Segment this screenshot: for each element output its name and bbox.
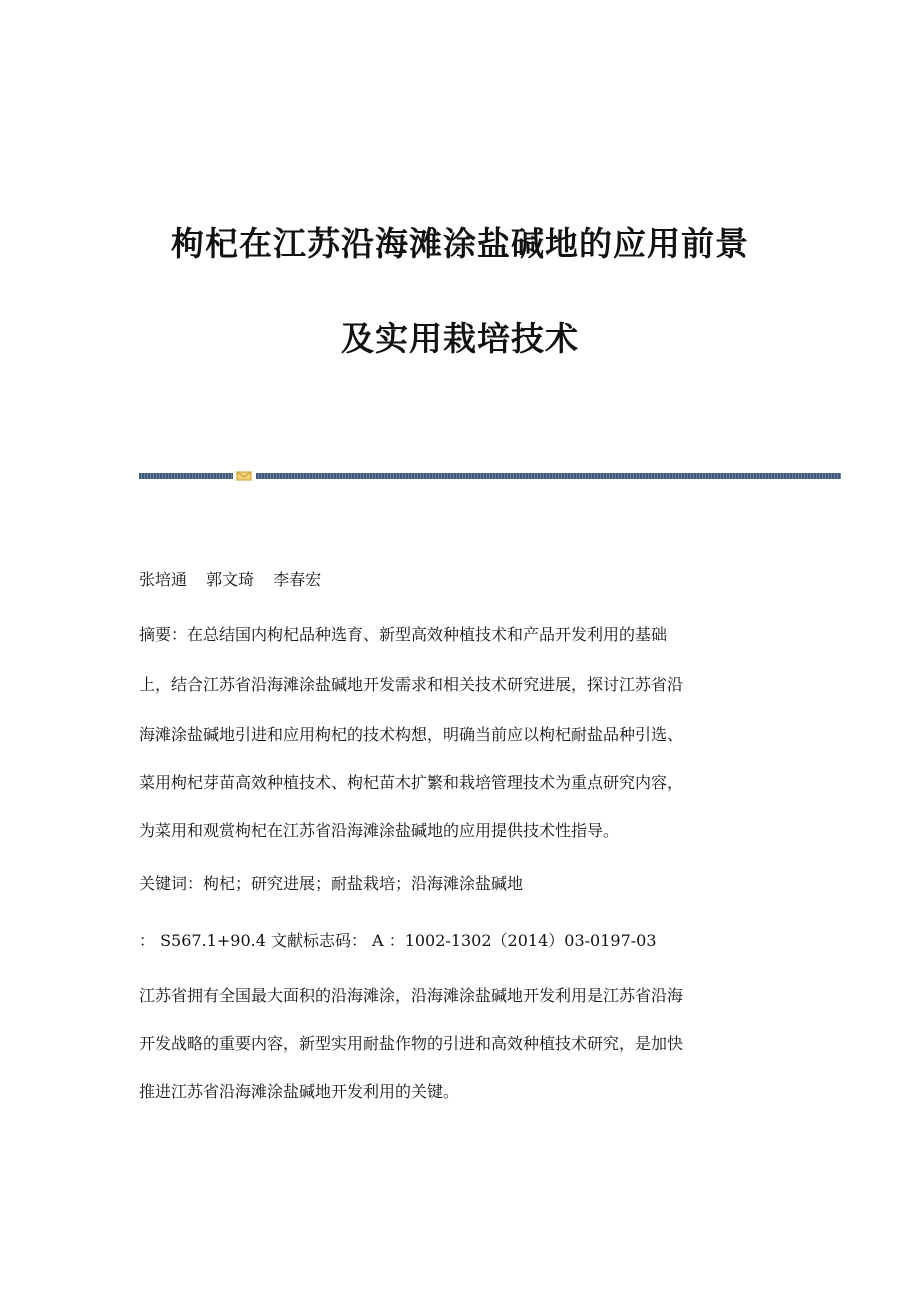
divider-bar-right [256, 473, 841, 479]
abstract-line: 菜用枸杞芽苗高效种植技术、枸杞苗木扩繁和栽培管理技术为重点研究内容， [139, 773, 684, 792]
author-list [139, 572, 779, 588]
body-line: 江苏省拥有全国最大面积的沿海滩涂，沿海滩涂盐碱地开发利用是江苏省沿海 [139, 986, 684, 1005]
body-line: 开发战略的重要内容，新型实用耐盐作物的引进和高效种植技术研究，是加快 [139, 1034, 684, 1053]
abstract-line: 为菜用和观赏枸杞在江苏省沿海滩涂盐碱地的应用提供技术性指导。 [139, 821, 620, 840]
divider-bar-left [139, 473, 233, 479]
divider-ornament-icon [236, 470, 252, 482]
classification-code: ： S567.1+90.4 文献标志码： A ：1002-1302（2014）03-0197-03 [139, 931, 657, 950]
title-line-1: 枸杞在江苏沿海滩涂盐碱地的应用前景 [171, 224, 749, 263]
body-line: 推进江苏省沿海滩涂盐碱地开发利用的关键。 [139, 1082, 460, 1101]
author-name: 郭文琦 [206, 570, 255, 589]
author-name: 张培通 [139, 570, 188, 589]
abstract-line: 海滩涂盐碱地引进和应用枸杞的技术构想，明确当前应以枸杞耐盐品种引选、 [139, 725, 684, 744]
author-name: 李春宏 [273, 570, 322, 589]
title-divider [139, 470, 841, 482]
keywords: 关键词：枸杞；研究进展；耐盐栽培；沿海滩涂盐碱地 [139, 874, 524, 893]
abstract-line: 摘要：在总结国内枸杞品种选育、新型高效种植技术和产品开发利用的基础 [139, 625, 668, 644]
abstract-line: 上，结合江苏省沿海滩涂盐碱地开发需求和相关技术研究进展，探讨江苏省沿 [139, 675, 684, 694]
title-line-2: 及实用栽培技术 [341, 319, 579, 358]
